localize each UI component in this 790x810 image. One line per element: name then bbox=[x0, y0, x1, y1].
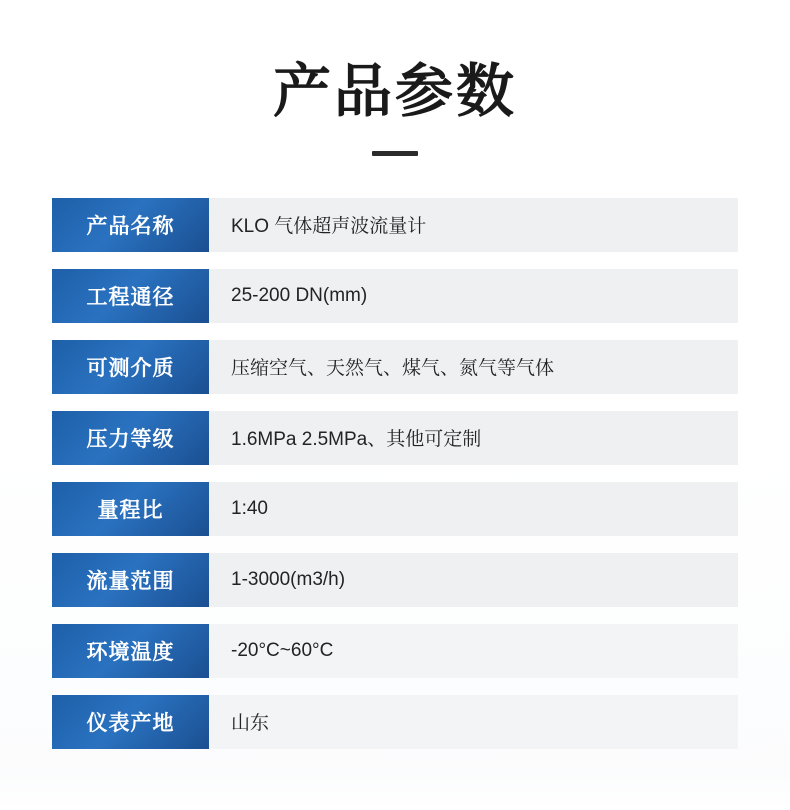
table-row bbox=[52, 553, 738, 607]
spec-label: 压力等级 bbox=[52, 411, 209, 465]
spec-label: 工程通径 bbox=[52, 269, 209, 323]
spec-label: 量程比 bbox=[52, 482, 209, 536]
bottom-fade bbox=[0, 774, 790, 810]
table-row bbox=[52, 695, 738, 749]
spec-table bbox=[0, 198, 790, 749]
table-row bbox=[52, 198, 738, 252]
spec-value: 1.6MPa 2.5MPa、其他可定制 bbox=[209, 411, 738, 465]
table-row bbox=[52, 269, 738, 323]
spec-label: 流量范围 bbox=[52, 553, 209, 607]
spec-value: -20°C~60°C bbox=[209, 624, 738, 678]
table-row bbox=[52, 340, 738, 394]
spec-value: 山东 bbox=[209, 695, 738, 749]
spec-label: 环境温度 bbox=[52, 624, 209, 678]
spec-value: 25-200 DN(mm) bbox=[209, 269, 738, 323]
spec-label: 可测介质 bbox=[52, 340, 209, 394]
page-title: 产品参数 bbox=[272, 59, 517, 124]
spec-value: 压缩空气、天然气、煤气、氮气等气体 bbox=[209, 340, 738, 394]
title-divider bbox=[372, 151, 418, 156]
table-row bbox=[52, 482, 738, 536]
spec-value: 1:40 bbox=[209, 482, 738, 536]
spec-value: 1-3000(m3/h) bbox=[209, 553, 738, 607]
spec-value: KLO 气体超声波流量计 bbox=[209, 198, 738, 252]
table-row bbox=[52, 411, 738, 465]
spec-label: 产品名称 bbox=[52, 198, 209, 252]
spec-label: 仪表产地 bbox=[52, 695, 209, 749]
table-row bbox=[52, 624, 738, 678]
title-block bbox=[0, 0, 790, 156]
